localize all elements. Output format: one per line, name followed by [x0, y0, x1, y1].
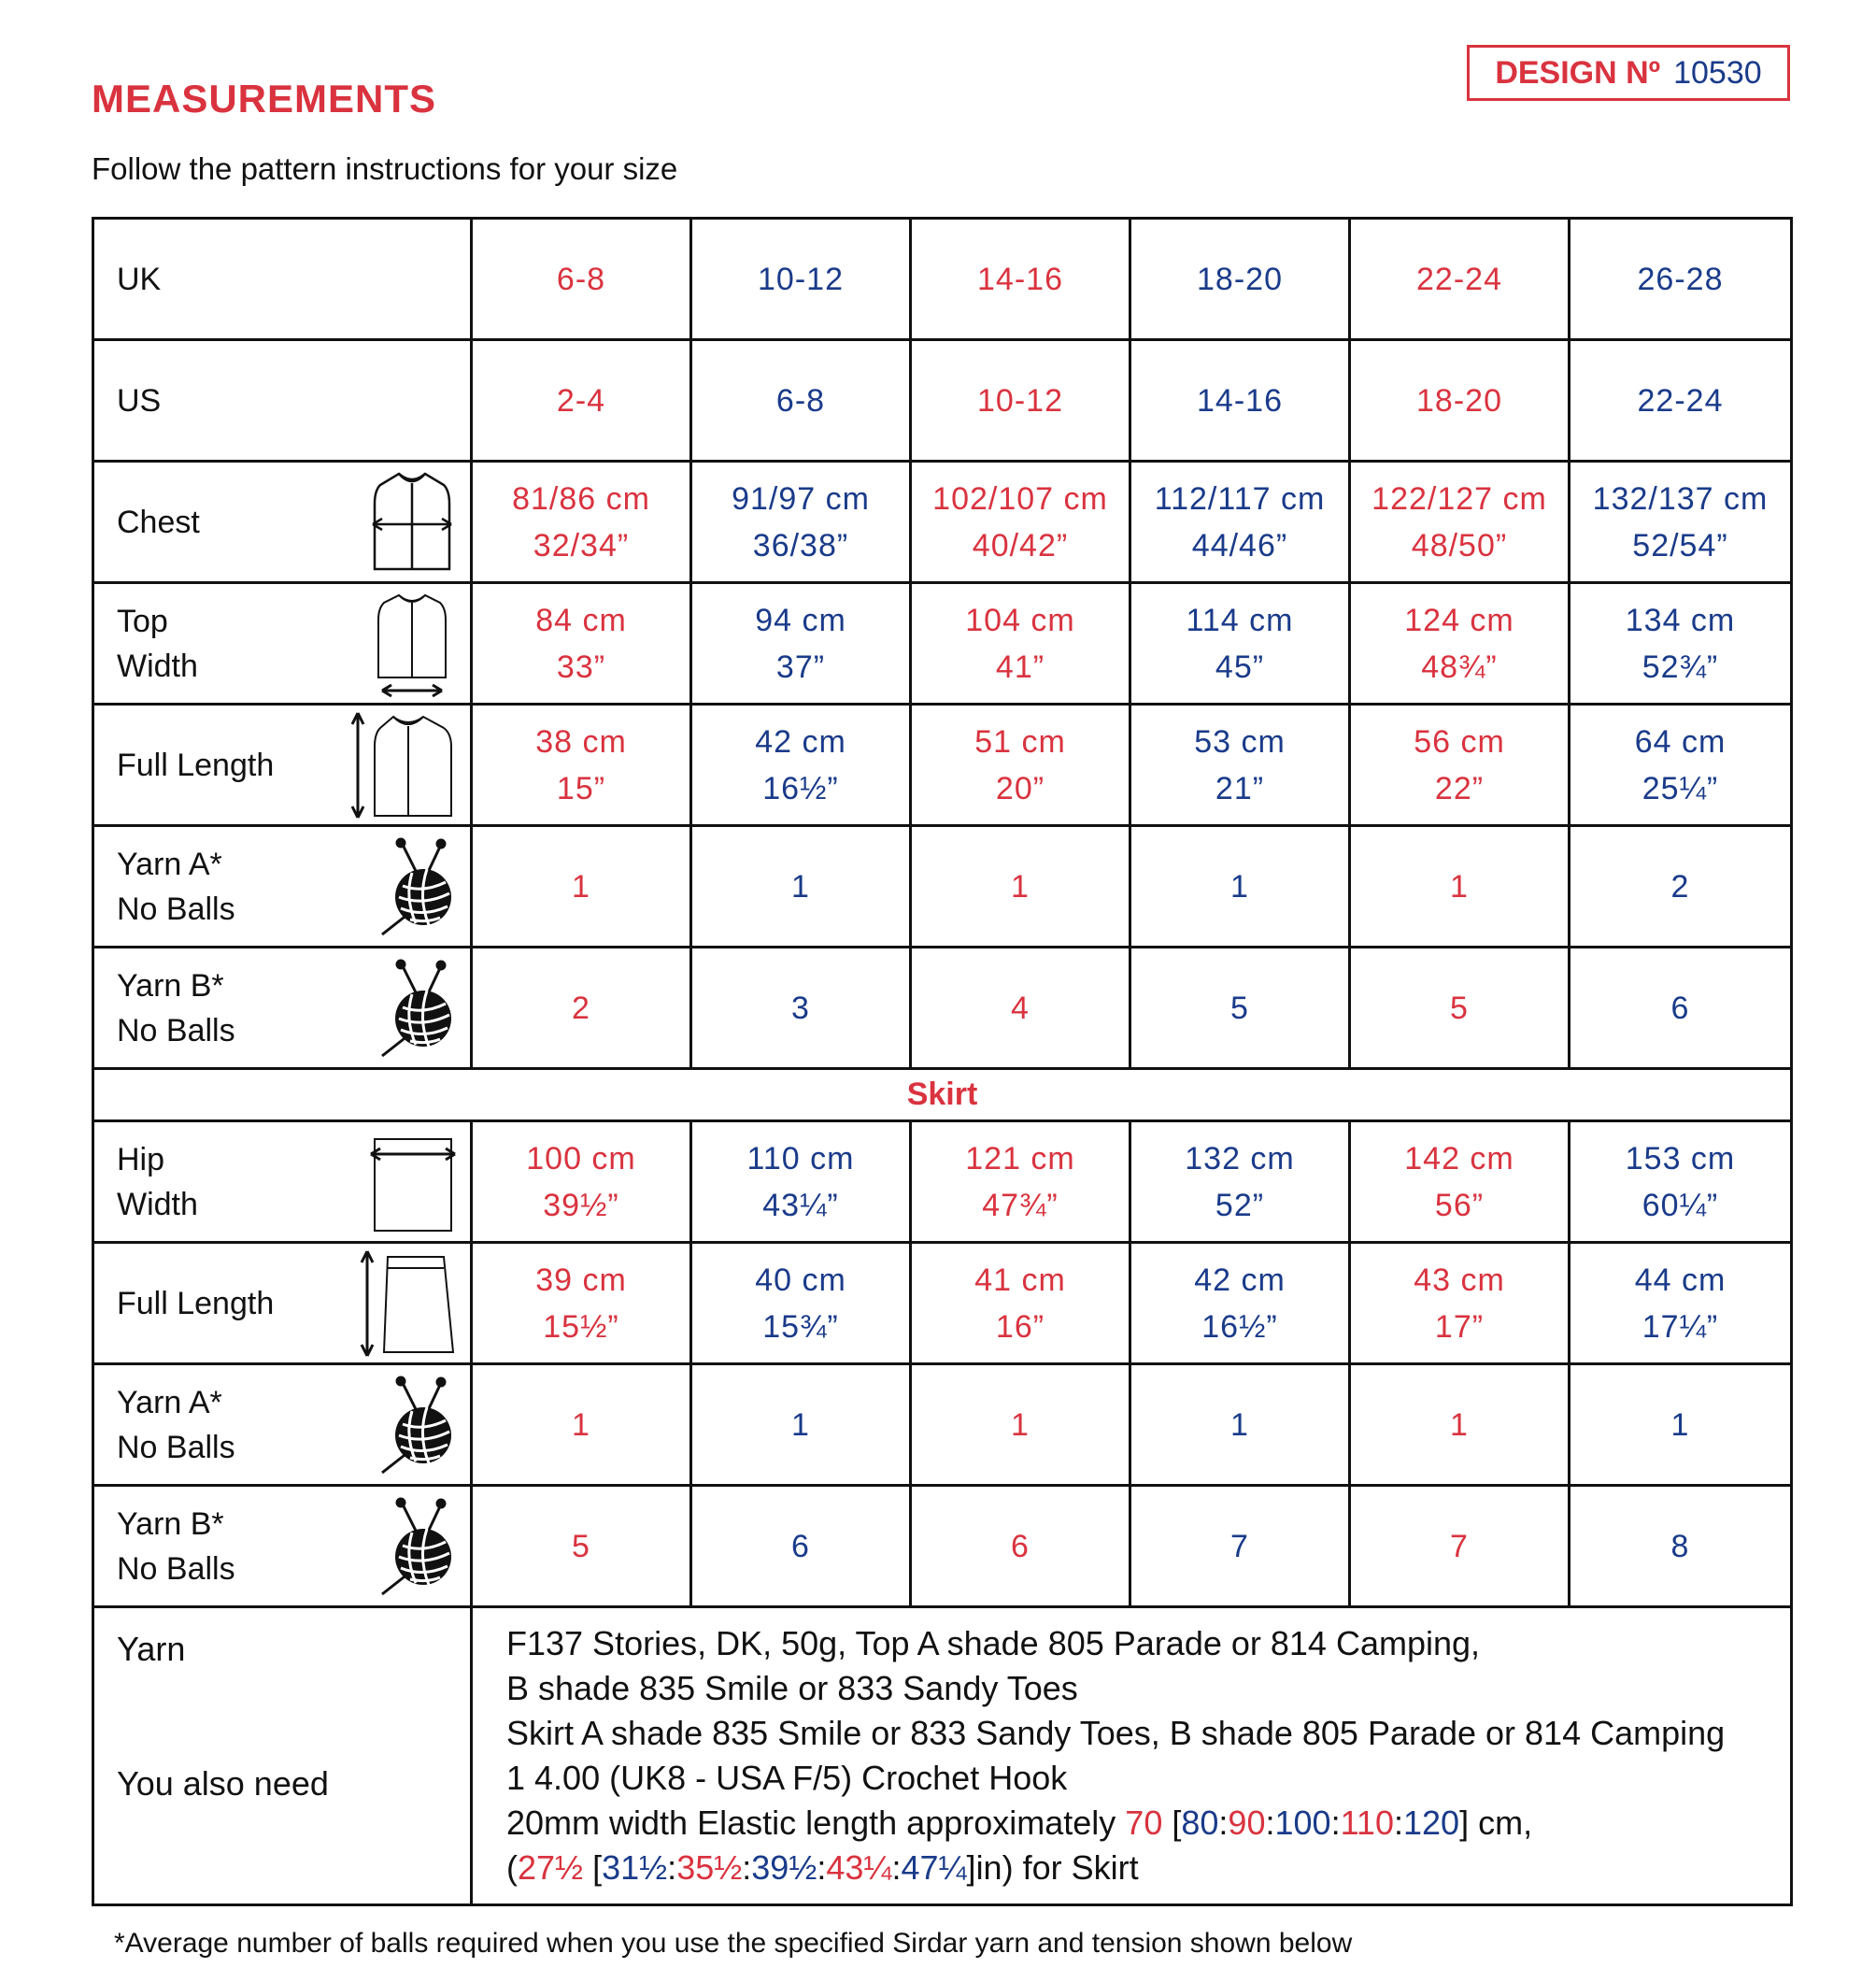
size-value: 16½”: [762, 770, 839, 806]
size-value: 52/54”: [1632, 527, 1728, 563]
size-value-cell: [911, 826, 1130, 948]
size-value: 39 cm: [535, 1262, 627, 1298]
size-value-cell: [691, 1486, 911, 1607]
size-value: 38 cm: [535, 723, 627, 760]
size-value-cell: [1570, 462, 1792, 583]
size-value-cell: [472, 705, 691, 826]
size-value: 15”: [556, 770, 606, 806]
notes-labels: [93, 1607, 472, 1905]
elastic-in-3: 39½: [751, 1848, 817, 1887]
size-value-cell: [1350, 826, 1570, 948]
size-value: 40 cm: [755, 1262, 846, 1298]
size-value: 14-16: [977, 261, 1063, 297]
row-label-cell: [93, 1486, 472, 1607]
size-value: 1: [1011, 1406, 1030, 1443]
size-value-cell: [691, 219, 911, 340]
size-value: 91/97 cm: [732, 480, 870, 517]
size-value-cell: [1350, 1364, 1570, 1486]
row-label: [117, 743, 274, 788]
elastic-cm-3: 100: [1274, 1804, 1331, 1842]
size-value: 124 cm: [1404, 602, 1514, 638]
size-value: 17”: [1434, 1308, 1485, 1345]
size-value-cell: [911, 1121, 1130, 1243]
size-value-cell: [1350, 583, 1570, 705]
size-value: 41”: [995, 649, 1045, 685]
size-value: 22-24: [1416, 261, 1502, 297]
row-label-cell: [93, 583, 472, 705]
row-label: [117, 963, 235, 1053]
size-value-cell: [1350, 1121, 1570, 1243]
size-value-cell: [1570, 340, 1792, 462]
size-value-cell: [691, 948, 911, 1069]
size-value: 42 cm: [1194, 1262, 1286, 1298]
size-value-cell: [1350, 219, 1570, 340]
size-value-cell: [1350, 705, 1570, 826]
size-value: 47¾”: [982, 1187, 1059, 1223]
yarn-line-3: Skirt A shade 835 Smile or 833 Sandy Toes, B shade 805 Parade or 814 Camping: [506, 1714, 1726, 1752]
size-value-cell: [1130, 826, 1350, 948]
size-value: 16”: [995, 1308, 1045, 1345]
row-label-cell: [93, 826, 472, 948]
size-value-cell: [691, 1121, 911, 1243]
skirt-header: Skirt: [93, 1069, 1792, 1121]
size-value: 110 cm: [746, 1140, 855, 1176]
row-label: [117, 1281, 274, 1326]
row-label-line: No Balls: [117, 1012, 235, 1048]
row-label-cell: [93, 1364, 472, 1486]
row-label-line: Full Length: [117, 747, 275, 783]
size-value-cell: [1130, 340, 1350, 462]
row-label: [117, 1137, 198, 1227]
measurements-table: [92, 217, 1793, 1906]
size-value-cell: [911, 462, 1130, 583]
size-value: 18-20: [1416, 382, 1502, 419]
size-value-cell: [1570, 705, 1792, 826]
size-value-cell: [691, 462, 911, 583]
size-value-cell: [1350, 340, 1570, 462]
row-label-cell: [93, 1243, 472, 1364]
row-label-line: Yarn A*: [117, 846, 222, 882]
elastic-cm-1: 80: [1181, 1804, 1219, 1842]
size-value-cell: [691, 1243, 911, 1364]
size-value: 3: [791, 990, 810, 1026]
size-value: 10-12: [758, 261, 844, 297]
size-value-cell: [1570, 1486, 1792, 1607]
row-label-cell: [93, 705, 472, 826]
row-label-line: UK: [117, 261, 162, 297]
table-row: [93, 462, 1792, 583]
size-value: 81/86 cm: [512, 480, 650, 517]
size-value: 20”: [995, 770, 1045, 806]
elastic-cm-0: 70: [1125, 1804, 1163, 1842]
size-value: 16½”: [1201, 1308, 1278, 1345]
table-row: [93, 826, 1792, 948]
size-value: 132 cm: [1185, 1140, 1295, 1176]
skirt-section: [93, 1121, 1792, 1607]
yarn-ball-icon: [375, 835, 459, 938]
size-value: 17¼”: [1642, 1308, 1719, 1345]
page-title: MEASUREMENTS: [92, 77, 437, 121]
size-value: 112/117 cm: [1154, 480, 1326, 517]
size-value: 1: [1450, 1406, 1469, 1443]
size-value: 10-12: [977, 382, 1063, 419]
size-value-cell: [691, 340, 911, 462]
size-value: 18-20: [1197, 261, 1283, 297]
size-value-cell: [911, 340, 1130, 462]
size-value-cell: [1130, 1364, 1350, 1486]
size-value-cell: [472, 826, 691, 948]
size-value: 48¾”: [1421, 649, 1498, 685]
size-value: 1: [1230, 1406, 1249, 1443]
row-label-line: No Balls: [117, 891, 235, 927]
size-value: 21”: [1215, 770, 1265, 806]
row-label-line: Chest: [117, 504, 200, 540]
row-label: [117, 599, 198, 689]
size-value: 64 cm: [1634, 723, 1727, 760]
row-label-line: Top: [117, 603, 168, 639]
size-value: 40/42”: [972, 527, 1069, 563]
elastic-cm-2: 90: [1228, 1804, 1266, 1842]
size-value: 2-4: [556, 382, 606, 419]
elastic-cm-5: 120: [1403, 1804, 1460, 1842]
footnote: *Average number of balls required when you use the specified Sirdar yarn and tension shown below: [114, 1928, 1353, 1959]
size-value-cell: [472, 1121, 691, 1243]
cardigan-chest-icon: [365, 466, 459, 578]
size-value-cell: [1350, 1243, 1570, 1364]
table-row: [93, 583, 1792, 705]
size-value-cell: [911, 219, 1130, 340]
size-value: 100 cm: [526, 1140, 636, 1176]
size-value: 37”: [775, 649, 826, 685]
elastic-cm-line: 20mm width Elastic length approximately 70 [80:90:100:110:120] cm,: [506, 1804, 1533, 1842]
skirt-header-section: [93, 1069, 1792, 1121]
table-row: [93, 705, 1792, 826]
elastic-suffix: cm,: [1469, 1804, 1533, 1842]
skirt-width-icon: [365, 1126, 459, 1238]
size-value: 41 cm: [974, 1262, 1066, 1298]
row-label: [117, 842, 235, 932]
size-value: 56 cm: [1414, 723, 1505, 760]
yarn-label: Yarn: [117, 1630, 186, 1668]
size-value: 22”: [1434, 770, 1485, 806]
elastic-prefix: 20mm width Elastic length approximately: [506, 1804, 1126, 1842]
row-label: [117, 500, 200, 545]
size-value-cell: [1570, 826, 1792, 948]
yarn-line-2: B shade 835 Smile or 833 Sandy Toes: [506, 1669, 1078, 1707]
size-value: 122/127 cm: [1371, 480, 1547, 517]
row-label: [117, 1502, 235, 1591]
size-value-cell: [472, 1364, 691, 1486]
table-row: [93, 1486, 1792, 1607]
table-row: [93, 1121, 1792, 1243]
size-value-cell: [1130, 1486, 1350, 1607]
size-value-cell: [1350, 1486, 1570, 1607]
notes-section: [93, 1607, 1792, 1905]
top-section: [93, 219, 1792, 1069]
size-value: 51 cm: [974, 723, 1066, 760]
cardigan-width-icon: [365, 588, 459, 700]
size-value: 14-16: [1197, 382, 1283, 419]
row-label-line: US: [117, 382, 162, 419]
size-value-cell: [911, 1364, 1130, 1486]
size-value-cell: [1570, 583, 1792, 705]
size-value-cell: [911, 948, 1130, 1069]
size-value-cell: [472, 583, 691, 705]
table-row: [93, 340, 1792, 462]
notes-text: [472, 1607, 1792, 1905]
row-label-cell: [93, 462, 472, 583]
size-value-cell: [1570, 1121, 1792, 1243]
size-value: 2: [572, 990, 590, 1026]
size-value: 36/38”: [752, 527, 849, 563]
row-label: [117, 257, 161, 302]
row-label-line: Width: [117, 648, 198, 684]
size-value-cell: [1570, 1364, 1792, 1486]
cardigan-length-icon: [347, 707, 459, 823]
subtitle: Follow the pattern instructions for your size: [92, 151, 678, 186]
table-row: [93, 1364, 1792, 1486]
elastic-in-suffix: in) for Skirt: [975, 1848, 1139, 1887]
size-value: 1: [1670, 1406, 1690, 1443]
size-value-cell: [911, 1243, 1130, 1364]
size-value: 43¼”: [762, 1187, 839, 1223]
table-row: [93, 948, 1792, 1069]
size-value: 6: [791, 1528, 810, 1564]
hook-line: 1 4.00 (UK8 - USA F/5) Crochet Hook: [506, 1759, 1068, 1797]
yarn-ball-icon: [375, 957, 459, 1060]
size-value-cell: [1570, 948, 1792, 1069]
elastic-cm-4: 110: [1340, 1804, 1394, 1842]
size-value-cell: [1570, 1243, 1792, 1364]
size-value: 7: [1230, 1528, 1249, 1564]
elastic-in-0: 27½: [518, 1848, 584, 1887]
yarn-ball-icon: [375, 1495, 459, 1598]
size-value-cell: [472, 340, 691, 462]
size-value: 121 cm: [965, 1140, 1075, 1176]
size-value: 6: [1011, 1528, 1030, 1564]
size-value: 114 cm: [1186, 602, 1294, 638]
size-value: 84 cm: [535, 602, 627, 638]
size-value: 42 cm: [755, 723, 846, 760]
skirt-length-icon: [356, 1246, 459, 1362]
size-value: 1: [791, 1406, 810, 1443]
size-value-cell: [1350, 462, 1570, 583]
size-value: 44/46”: [1191, 527, 1288, 563]
row-label-line: Width: [117, 1186, 198, 1222]
size-value: 39½”: [543, 1187, 619, 1223]
size-value: 5: [1230, 990, 1249, 1026]
size-value: 22-24: [1637, 382, 1724, 419]
size-value: 52”: [1215, 1187, 1265, 1223]
row-label-line: Hip: [117, 1141, 165, 1177]
size-value: 6-8: [556, 261, 606, 297]
size-value-cell: [691, 705, 911, 826]
size-value: 32/34”: [533, 527, 630, 563]
size-value: 7: [1450, 1528, 1469, 1564]
size-value: 15¾”: [762, 1308, 839, 1345]
size-value-cell: [472, 948, 691, 1069]
size-value: 8: [1670, 1528, 1690, 1564]
size-value-cell: [911, 705, 1130, 826]
row-label-line: Yarn A*: [117, 1384, 222, 1420]
elastic-in-1: 31½: [602, 1848, 668, 1887]
size-value-cell: [691, 583, 911, 705]
size-value-cell: [472, 1243, 691, 1364]
size-value: 6: [1670, 990, 1690, 1026]
elastic-in-line: (27½ [31½:35½:39½:43¼:47¼]in) for Skirt: [506, 1848, 1139, 1887]
table-row: [93, 1243, 1792, 1364]
size-value: 1: [572, 868, 590, 905]
row-label-cell: [93, 1121, 472, 1243]
size-value-cell: [472, 462, 691, 583]
size-value: 48/50”: [1411, 527, 1508, 563]
yarn-ball-icon: [375, 1374, 459, 1476]
size-value: 26-28: [1637, 261, 1724, 297]
size-value: 132/137 cm: [1592, 480, 1769, 517]
size-value: 2: [1670, 868, 1690, 905]
row-label-cell: [93, 340, 472, 462]
yarn-line-1: F137 Stories, DK, 50g, Top A shade 805 Parade or 814 Camping,: [506, 1624, 1481, 1662]
elastic-in-2: 35½: [676, 1848, 743, 1887]
size-value: 45”: [1215, 649, 1265, 685]
design-number: 10530: [1673, 54, 1762, 91]
row-label-cell: [93, 219, 472, 340]
size-value-cell: [911, 583, 1130, 705]
also-need-label: You also need: [117, 1764, 329, 1803]
size-value: 104 cm: [965, 602, 1075, 638]
elastic-in-4: 43¼: [826, 1848, 892, 1887]
size-value: 102/107 cm: [932, 480, 1108, 517]
size-value-cell: [1350, 948, 1570, 1069]
size-value: 33”: [556, 649, 606, 685]
size-value-cell: [472, 219, 691, 340]
size-value: 25¼”: [1642, 770, 1719, 806]
size-value: 94 cm: [755, 602, 846, 638]
size-value-cell: [691, 826, 911, 948]
size-value: 1: [1450, 868, 1469, 905]
size-value: 53 cm: [1194, 723, 1286, 760]
size-value-cell: [691, 1364, 911, 1486]
row-label-line: No Balls: [117, 1429, 235, 1465]
design-label: DESIGN Nº: [1495, 54, 1661, 91]
size-value: 5: [1450, 990, 1469, 1026]
size-value: 4: [1011, 990, 1030, 1026]
size-value: 44 cm: [1634, 1262, 1727, 1298]
size-value: 1: [1230, 868, 1249, 905]
size-value: 153 cm: [1625, 1140, 1736, 1176]
size-value: 1: [572, 1406, 590, 1443]
size-value-cell: [1130, 583, 1350, 705]
row-label-cell: [93, 948, 472, 1069]
size-value-cell: [1130, 219, 1350, 340]
size-value: 15½”: [543, 1308, 619, 1345]
row-label-line: Yarn B*: [117, 967, 224, 1004]
row-label-line: Yarn B*: [117, 1505, 224, 1542]
design-number-box: [1467, 45, 1790, 101]
size-value: 60¼”: [1642, 1187, 1719, 1223]
size-value-cell: [1130, 1243, 1350, 1364]
size-value: 43 cm: [1414, 1262, 1505, 1298]
row-label-line: Full Length: [117, 1285, 275, 1321]
size-value-cell: [911, 1486, 1130, 1607]
size-value: 56”: [1434, 1187, 1485, 1223]
row-label: [117, 378, 161, 423]
size-value-cell: [1130, 705, 1350, 826]
size-value: 142 cm: [1404, 1140, 1514, 1176]
size-value: 5: [572, 1528, 590, 1564]
size-value: 134 cm: [1625, 602, 1736, 638]
size-value-cell: [472, 1486, 691, 1607]
size-value: 1: [1011, 868, 1030, 905]
size-value: 1: [791, 868, 810, 905]
row-label: [117, 1380, 235, 1470]
size-value: 52¾”: [1642, 649, 1719, 685]
row-label-line: No Balls: [117, 1550, 235, 1587]
size-value-cell: [1130, 462, 1350, 583]
table-row: [93, 219, 1792, 340]
size-value-cell: [1570, 219, 1792, 340]
elastic-in-5: 47¼: [901, 1848, 967, 1887]
size-value-cell: [1130, 948, 1350, 1069]
size-value-cell: [1130, 1121, 1350, 1243]
size-value: 6-8: [775, 382, 826, 419]
